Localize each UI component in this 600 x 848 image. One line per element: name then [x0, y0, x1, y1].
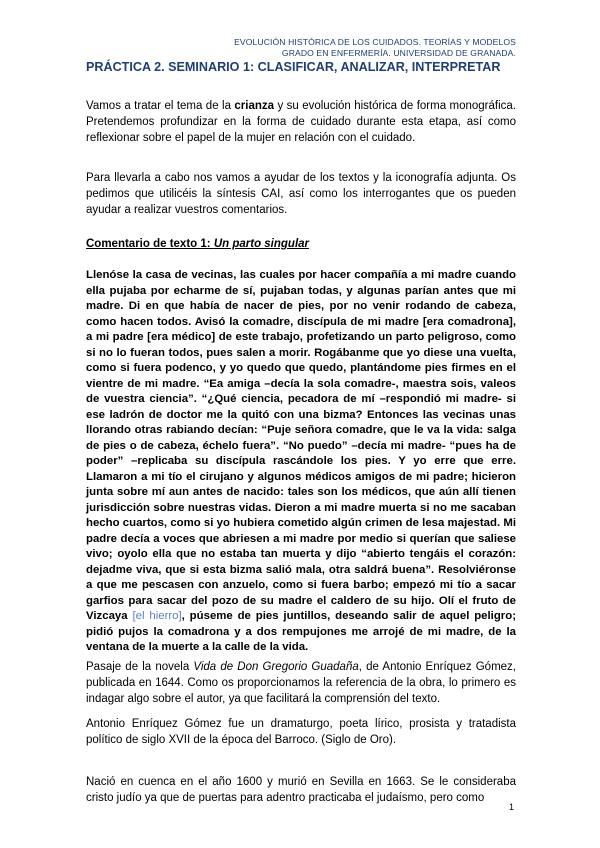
commentary-heading-label: Comentario de texto 1: — [86, 238, 214, 250]
page-number: 1 — [509, 802, 515, 812]
intro-p1-keyword: crianza — [234, 100, 275, 112]
intro-paragraph-1 — [86, 98, 516, 146]
page-title: PRÁCTICA 2. SEMINARIO 1: CLASIFICAR, ANALIZAR, INTERPRETAR — [86, 60, 501, 74]
biography-paragraph: Nació en cuenca en el año 1600 y murió en Sevilla en 1663. Se le consideraba cristo judío ya que de puertas para adentro practicaba el judaísmo, pero como — [86, 776, 516, 804]
header-course-line: EVOLUCIÓN HISTÓRICA DE LOS CUIDADOS. TEORÍAS Y MODELOS — [234, 37, 516, 47]
source-p-start: Pasaje de la novela — [86, 661, 194, 673]
commentary-text-start: Llenóse la casa de vecinas, las cuales por hacer compañía a mi madre cuando ella pujaba por echarme de sí, pujaban todas, y algunas parían antes que mi madre. Di en que había de nacer de pies, por no venir rodando de cabeza, como hacen todos. Avisó la comadre, discípula de mi madre [era comadrona], a mi padre [era médico] de este trabajo, profetizando un parto peligroso, como si no lo fueran todos, pues salen a morir. Rogábanme que yo diese una vuelta, como si fuera podenco, y yo quedo que quedo, plantándome pies firmes en el vientre de mi madre. “Ea amiga –decía la sola comadre-, maestra sois, valeos de vuestra ciencia”. “¿Qué ciencia, pecadora de mí –respondió mi madre- si ese ladrón de doctor me la quitó con una bizma? Entonces las vecinas unas llorando otras rabiando decían: “Puje señora comadre, que le va la vida: salga de pies o de cabeza, échelo fuera”. “No puedo” –decía mi madre- “pues ha de poder” –replicaba su discípula rascándole los pies. Y yo erre que erre. Llamaron a mi tío el cirujano y algunos médicos amigos de mi padre; hicieron junta sobre mí aun antes de nacido: tales son los médicos, que aún allí tienen jurisdicción sobre nuestras vidas. Dieron a mi madre muerta si no me sacaban hecho cuartos, como si yo hubiera cometido algún crimen de lesa majestad. Mi padre decía a voces que abriesen a mi madre por medio si querían que saliese vivo; oyolo ella que no estaba tan muerta y dijo “abierto tengáis el corazón: dejadme viva, que si esta bizma salió mala, otra saldrá buena”. Resolviéronse a que me pescasen con anzuelo, como si fuera barbo; empezó mi tío a sacar garfios para sacar del pozo de su madre el caldero de su hijo. Olí el fruto de Vizcaya — [86, 269, 516, 622]
source-p-end: , de Antonio Enríquez Gómez, publicada en 1644. Como os proporcionamos la referencia de la obra, lo primero es indagar algo sobre el autor, ya que facilitará la comprensión del texto. — [86, 661, 516, 705]
commentary-heading — [86, 238, 309, 250]
intro-p1-start: Vamos a tratar el tema de la — [86, 100, 235, 112]
source-paragraph — [86, 659, 516, 707]
commentary-text-end: , púseme de pies juntillos, deseando salir de aquel peligro; pidió pujos la comadrona y a dos rempujones me arrojé de mi madre, de la ventana de la muerte a la calle de la vida. — [86, 610, 516, 653]
intro-p1-end: y su evolución histórica de forma monográfica. Pretendemos profundizar en la forma de cuidado durante esta etapa, así como reflexionar sobre el papel de la mujer en relación con el cuidado. — [86, 100, 516, 144]
author-paragraph: Antonio Enríquez Gómez fue un dramaturgo, poeta lírico, prosista y tratadista político de siglo XVII de la época del Barroco. (Siglo de Oro). — [86, 718, 516, 746]
novel-title: Vida de Don Gregorio Guadaña — [193, 661, 359, 673]
header-university-line: GRADO EN ENFERMERÍA. UNIVERSIDAD DE GRANADA. — [281, 48, 516, 58]
commentary-heading-title: Un parto singular — [213, 238, 310, 250]
commentary-text-bracket-note: [el hierro] — [132, 610, 182, 622]
intro-paragraph-2: Para llevarla a cabo nos vamos a ayudar de los textos y la iconografía adjunta. Os pedimos que utilicéis la síntesis CAI, así como los interrogantes que os pueden ayudar a realizar vuestros comentarios. — [86, 172, 516, 216]
commentary-text — [86, 268, 516, 656]
